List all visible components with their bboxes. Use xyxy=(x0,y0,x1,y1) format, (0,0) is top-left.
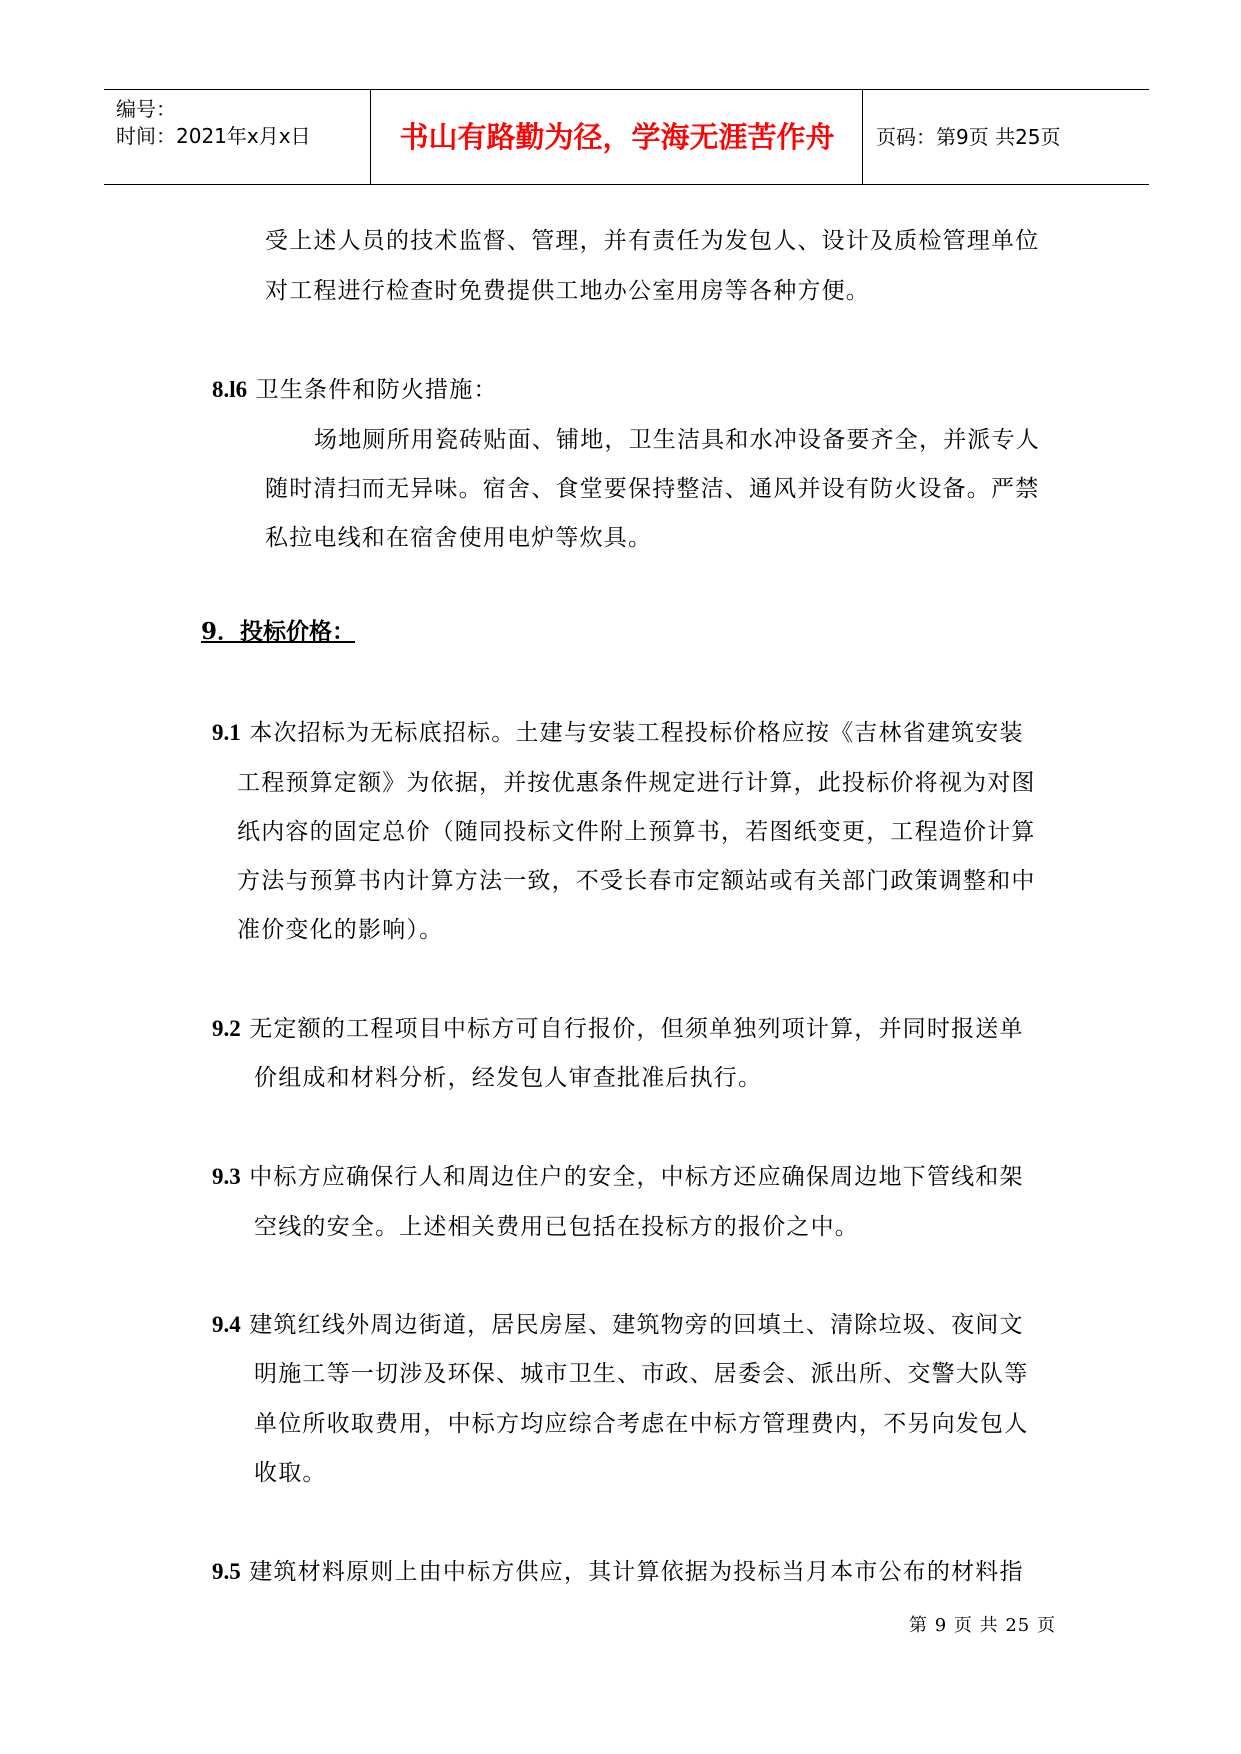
page-header xyxy=(104,89,1149,185)
clause-8-16-heading xyxy=(212,371,498,404)
clause-number: 9.3 xyxy=(212,1164,241,1189)
clause-text: 中标方应确保行人和周边住户的安全，中标方还应确保周边地下管线和架 xyxy=(249,1164,1024,1190)
clause-number: 9.2 xyxy=(212,1016,241,1041)
paragraph-line: 工程预算定额》为依据，并按优惠条件规定进行计算，此投标价将视为对图 xyxy=(237,770,1036,796)
clause-number: 8.l6 xyxy=(212,377,248,402)
paragraph-line: 明施工等一切涉及环保、城市卫生、市政、居委会、派出所、交警大队等 xyxy=(254,1361,1029,1387)
paragraph-line: 单位所收取费用，中标方均应综合考虑在中标方管理费内，不另向发包人 xyxy=(254,1411,1029,1437)
paragraph-line: 受上述人员的技术监督、管理，并有责任为发包人、设计及质检管理单位 xyxy=(265,228,1040,254)
header-divider xyxy=(370,90,371,184)
section-9-heading: 9．投标价格： xyxy=(201,618,356,645)
paragraph-line: 场地厕所用瓷砖贴面、铺地，卫生洁具和水冲设备要齐全，并派专人 xyxy=(314,427,1040,453)
paragraph-line: 随时清扫而无异味。宿舍、食堂要保持整洁、通风并设有防火设备。严禁 xyxy=(265,476,1040,502)
paragraph-line: 方法与预算书内计算方法一致，不受长春市定额站或有关部门政策调整和中 xyxy=(237,868,1036,894)
clause-text: 建筑红线外周边街道，居民房屋、建筑物旁的回填土、清除垃圾、夜间文 xyxy=(249,1312,1024,1338)
header-motto: 书山有路勤为径，学海无涯苦作舟 xyxy=(399,120,835,154)
clause-9-5-line xyxy=(212,1553,1024,1586)
clause-number: 9.5 xyxy=(212,1559,241,1584)
header-meta-cell xyxy=(104,90,369,184)
clause-title: 卫生条件和防火措施： xyxy=(255,377,498,403)
clause-9-4-line xyxy=(212,1306,1024,1339)
clause-number: 9.1 xyxy=(212,720,241,745)
header-page-number: 页码：第9页 共25页 xyxy=(876,125,1061,149)
paragraph-line: 对工程进行检查时免费提供工地办公室用房等各种方便。 xyxy=(265,278,870,304)
clause-text: 建筑材料原则上由中标方供应，其计算依据为投标当月本市公布的材料指 xyxy=(249,1559,1024,1585)
paragraph-line: 空线的安全。上述相关费用已包括在投标方的报价之中。 xyxy=(254,1214,859,1240)
clause-text: 无定额的工程项目中标方可自行报价，但须单独列项计算，并同时报送单 xyxy=(249,1016,1024,1042)
number-label: 编号： xyxy=(116,97,176,121)
clause-text: 本次招标为无标底招标。土建与安装工程投标价格应按《吉林省建筑安装 xyxy=(249,720,1024,746)
paragraph-line: 纸内容的固定总价（随同投标文件附上预算书，若图纸变更，工程造价计算 xyxy=(237,819,1036,845)
paragraph-line: 价组成和材料分析，经发包人审查批准后执行。 xyxy=(254,1065,763,1091)
header-divider xyxy=(862,90,863,184)
page-footer: 第 9 页 共 25 页 xyxy=(909,1615,1056,1636)
clause-9-3-line xyxy=(212,1158,1024,1191)
clause-number: 9.4 xyxy=(212,1312,241,1337)
paragraph-line: 准价变化的影响）。 xyxy=(237,917,444,943)
paragraph-line: 私拉电线和在宿舍使用电炉等炊具。 xyxy=(265,525,653,551)
clause-9-1-line xyxy=(212,714,1024,747)
clause-9-2-line xyxy=(212,1010,1024,1043)
time-label: 时间：2021年x月x日 xyxy=(116,124,311,148)
paragraph-line: 收取。 xyxy=(254,1460,327,1486)
